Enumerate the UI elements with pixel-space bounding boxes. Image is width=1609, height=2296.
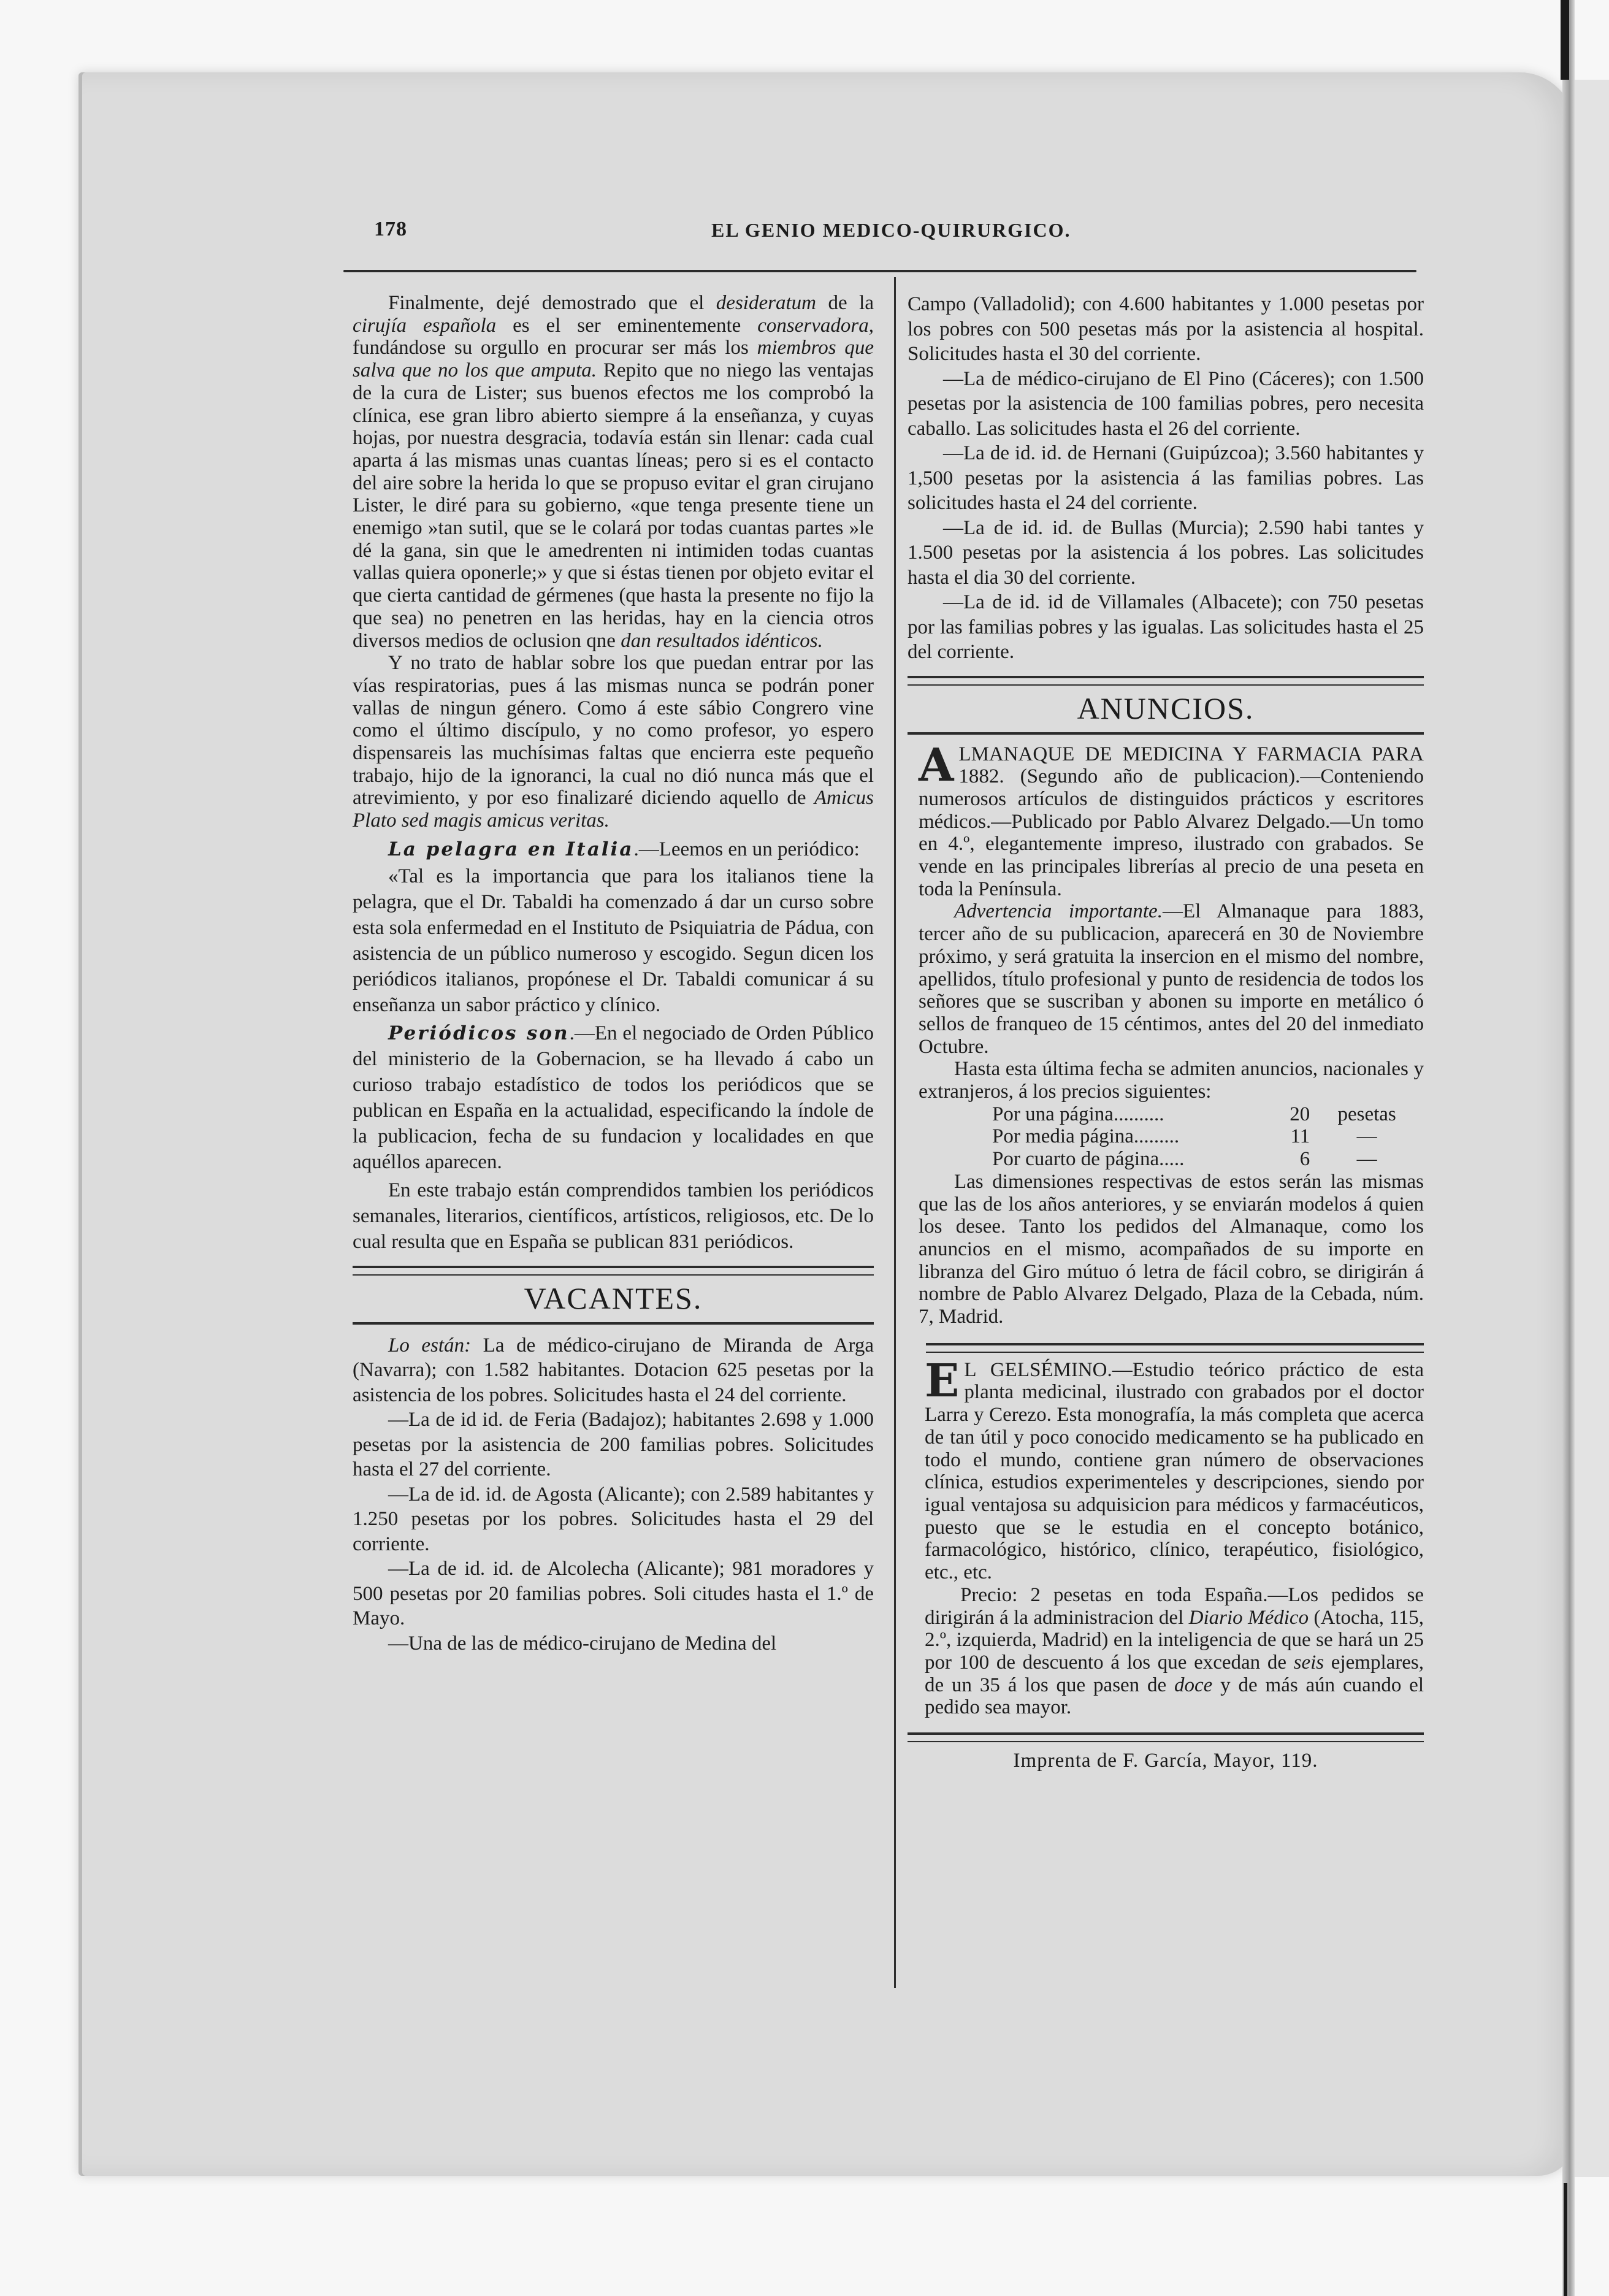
text: La de médico-cirujano de Miranda de Arga (Navarra); con 1.582 habitantes. Dotacion 625 pesetas por la asistencia de los pobres. Solicitudes hasta el 24 del corriente. bbox=[353, 1334, 874, 1406]
price-value: 20 bbox=[1290, 1103, 1310, 1125]
facing-page-edge bbox=[1575, 80, 1609, 2177]
italic-text: doce bbox=[1174, 1674, 1213, 1696]
price-unit: — bbox=[1356, 1148, 1377, 1171]
article-pelagra-quote bbox=[353, 863, 874, 1018]
text: Precio: 2 pesetas en toda España.—Los pedidos se dirigirán á la administracion del bbox=[925, 1583, 1424, 1629]
ad-dimensiones bbox=[919, 1171, 1424, 1328]
text: Y no trato de hablar sobre los que puedan entrar por las vías respiratorias, pues á las mismas nunca se podrán poner vallas de ningun género. Como á este sábio Congrero vine como el último discípulo, y no como profesor, yo espero dispensareis las muchísimas faltas que encierra este pequeño trabajo, hijo de la ignoranci, la cual no dió nunca más que el atrevimiento, y por eso finalizaré diciendo aquello de bbox=[353, 652, 874, 809]
text: , fundándose su orgullo en procurar ser más los bbox=[353, 314, 874, 359]
price-unit: pesetas bbox=[1337, 1103, 1396, 1125]
section-divider bbox=[353, 1322, 874, 1325]
imprint: Imprenta de F. García, Mayor, 119. bbox=[1013, 1750, 1318, 1772]
price-table bbox=[992, 1103, 1424, 1171]
vacante-item bbox=[908, 441, 1424, 516]
article-finalmente bbox=[353, 292, 874, 652]
italic-text: conservadora bbox=[757, 314, 869, 337]
vacante-item bbox=[908, 516, 1424, 591]
price-row bbox=[992, 1148, 1424, 1171]
text: (Atocha, 115, 2.º, izquierda, Madrid) en la inteligencia de que se hará un 25 por 100 de descuento á los que excedan de bbox=[925, 1606, 1424, 1674]
book-spine bbox=[1562, 0, 1575, 2296]
text: —La de médico-cirujano de El Pino (Cáceres); con 1.500 pesetas por la asistencia de 100 familias pobres, pero necesita caballo. Las solicitudes hasta el 26 del corriente. bbox=[908, 367, 1424, 440]
vacante-item bbox=[353, 1333, 874, 1408]
ad-almanaque-body bbox=[919, 738, 1424, 901]
price-label: Por cuarto de página..... bbox=[992, 1148, 1185, 1171]
italic-text: dan resultados idénticos. bbox=[621, 629, 823, 652]
ad-gelsemino-body bbox=[925, 1354, 1424, 1584]
text: ejemplares, de un 35 á los que pasen de bbox=[925, 1651, 1424, 1696]
text: —La de id. id. de Bullas (Murcia); 2.590 habi tantes y 1.500 pesetas por la asistencia á los pobres. Las solicitudes hasta el dia 30 del corriente. bbox=[908, 516, 1424, 589]
drop-cap: A bbox=[919, 738, 954, 792]
text: —La de id id. de Feria (Badajoz); habitantes 2.698 y 1.000 pesetas por la asistencia de 200 familias pobres. Solicitudes hasta el 27 del corriente. bbox=[353, 1409, 874, 1481]
ad-advertencia bbox=[919, 900, 1424, 1058]
article-periodicos-2 bbox=[353, 1177, 874, 1255]
text: En este trabajo están comprendidos tambien los periódicos semanales, literarios, científicos, artísticos, religiosos, etc. De lo cual resulta que en España se publican 831 periódicos. bbox=[353, 1179, 874, 1253]
ad-gelsemino-precio bbox=[925, 1584, 1424, 1719]
price-row bbox=[992, 1125, 1424, 1148]
text: —El Almanaque para 1883, tercer año de su publicacion, aparecerá en 30 de Noviembre próximo, y será gratuita la insercion en el mismo del nombre, apellidos, título profesional y punto de residencia de todos los señores que se suscriban y abonen su importe en metálico ó sellos de franqueo de 15 céntimos, antes del 20 del inmediato Octubre. bbox=[919, 900, 1424, 1058]
text: —La de id. id. de Agosta (Alicante); con 2.589 habitantes y 1.250 pesetas por los pobres. Solicitudes hasta el 29 del corriente. bbox=[353, 1483, 874, 1555]
price-value: 6 bbox=[1299, 1148, 1310, 1171]
italic-text: cirujía española bbox=[353, 314, 497, 337]
price-label: Por una página.......... bbox=[992, 1103, 1164, 1125]
vacantes-list bbox=[353, 1333, 874, 1656]
vacante-item bbox=[353, 1631, 874, 1656]
article-periodicos bbox=[353, 1020, 874, 1175]
ad-divider bbox=[926, 1343, 1424, 1353]
binding-shadow bbox=[1561, 0, 1569, 80]
vacante-item bbox=[908, 292, 1424, 367]
right-column bbox=[908, 292, 1424, 1772]
price-row bbox=[992, 1103, 1424, 1126]
vacantes-continued bbox=[908, 292, 1424, 665]
section-divider bbox=[908, 676, 1424, 686]
binding-shadow-bottom bbox=[1564, 2183, 1567, 2296]
italic-text: Advertencia importante. bbox=[954, 900, 1163, 923]
text: «Tal es la importancia que para los italianos tiene la pelagra, que el Dr. Tabaldi ha comenzado á dar un curso sobre esta sola enfermedad en el Instituto de Psiquiatria de Pádua, con asistencia de un público numeroso y escogido. Segun dicen los periódicos italianos, propónese el Dr. Tabaldi comunicar á su enseñanza un sabor práctico y clínico. bbox=[353, 865, 874, 1016]
text: .—En el negociado de Orden Público del ministerio de la Gobernacion, se ha llevado á cabo un curioso trabajo estadístico de todos los periódicos que se publican en España en la actualidad, especificando la índole de la publicacion, fecha de su fundacion y localidades en que aquéllos aparecen. bbox=[353, 1022, 874, 1173]
intro-label: Lo están: bbox=[388, 1334, 472, 1357]
text: LMANAQUE DE MEDICINA Y FARMACIA PARA 1882. (Segundo año de publicacion).—Conteniendo numerosos artículos de distinguidos prácticos y escritores médicos.—Publicado por Pablo Alvarez Delgado.—Un tomo en 4.º, elegantemente impreso, ilustrado con grabados. Se vende en las principales librerías al precio de una peseta en toda la Península. bbox=[919, 743, 1424, 900]
vacante-item bbox=[908, 590, 1424, 665]
article-pelagra bbox=[353, 838, 874, 861]
vacante-item bbox=[353, 1556, 874, 1631]
ad-gelsemino bbox=[908, 1354, 1424, 1719]
footer-divider bbox=[908, 1732, 1424, 1742]
text: es el ser eminentemente bbox=[496, 314, 758, 337]
italic-text: miembros que salva que no los que amputa. bbox=[353, 337, 874, 382]
ad-almanaque bbox=[908, 738, 1424, 1328]
text: y de más aún cuando el pedido sea mayor. bbox=[925, 1674, 1424, 1719]
text: de la bbox=[816, 292, 874, 314]
text: —La de id. id de Villamales (Albacete); con 750 pesetas por las familias pobres y las igualas. Las solicitudes hasta el 25 del corriente. bbox=[908, 591, 1424, 663]
italic-text: Amicus Plato sed magis amicus veritas. bbox=[353, 787, 874, 832]
article-heading: La pelagra en Italia bbox=[388, 838, 634, 860]
text: .—Leemos en un periódico: bbox=[633, 838, 860, 860]
italic-text: Diario Médico bbox=[1188, 1606, 1309, 1629]
text: Campo (Valladolid); con 4.600 habitantes y 1.000 pesetas por los pobres con 500 pesetas más por la asistencia al hospital. Solicitudes hasta el 30 del corriente. bbox=[908, 293, 1424, 365]
price-value: 11 bbox=[1290, 1125, 1310, 1148]
drop-cap: E bbox=[925, 1354, 960, 1407]
text: Las dimensiones respectivas de estos serán las mismas que las de los años anteriores, y se enviarán modelos á quien los desee. Tanto los pedidos del Almanaque, como los anuncios en el mismo, acompañados de su importe en libranza del Giro mútuo ó letra de fácil cobro, se dirigirán á nombre de Pablo Alvarez Delgado, Plaza de la Cebada, núm. 7, Madrid. bbox=[919, 1170, 1424, 1328]
left-column bbox=[353, 292, 874, 1656]
section-divider bbox=[908, 732, 1424, 735]
section-title-vacantes: VACANTES. bbox=[524, 1280, 703, 1315]
text: —La de id. id. de Alcolecha (Alicante); 981 moradores y 500 pesetas por 20 familias pobres. Soli citudes hasta el 1.º de Mayo. bbox=[353, 1558, 874, 1630]
vacante-item bbox=[353, 1407, 874, 1482]
header-rule bbox=[343, 270, 1416, 272]
text: —La de id. id. de Hernani (Guipúzcoa); 3.560 habitantes y 1,500 pesetas por la asistencia á las familias pobres. Las solicitudes hasta el 24 del corriente. bbox=[908, 442, 1424, 514]
text: Hasta esta última fecha se admiten anuncios, nacionales y extranjeros, á los precios siguientes: bbox=[919, 1058, 1424, 1103]
ad-precios-intro bbox=[919, 1058, 1424, 1103]
article-heading: Periódicos son bbox=[388, 1022, 570, 1044]
text: L GELSÉMINO.—Estudio teórico práctico de esta planta medicinal, ilustrado con grabados por el doctor Larra y Cerezo. Esta monografía, la más completa que acerca de tan útil y poco conocido medicamento se ha publicado en todo el mundo, contiene gran número de observaciones clínica, estudios experimenteles y descripciones, siendo por igual ventajosa su adquisicion para médicos y farmacéuticos, puesto que se le estudia en el concepto botánico, farmacológico, histórico, clínico, terapéutico, fisiológico, etc., etc. bbox=[925, 1358, 1424, 1584]
italic-text: seis bbox=[1293, 1651, 1324, 1674]
vacante-item bbox=[353, 1482, 874, 1557]
column-divider bbox=[894, 277, 896, 1988]
running-head bbox=[343, 218, 1429, 248]
article-y-no-trato bbox=[353, 652, 874, 832]
text: Repito que no niego las ventajas de la cura de Lister; sus buenos efectos me los comprobó la clínica, ese gran libro abierto siempre á la enseñanza, y cuyas hojas, por nuestra desgracia, todavía están sin llenar: cada cual aparta á las mismas unas cuantas líneas; pero si es el contacto del aire sobre la herida lo que se propuso evitar el gran cirujano Lister, le diré para su gobierno, «que tenga presente tiene un enemigo »tan sutil, que se le colará por todas cuantas partes »le dé la gana, sin que le amedrenten ni intimiden todas cuantas vallas quiera oponerle;» y que si éstas tienen por objeto evitar el que cierta cantidad de gérmenes (que hasta la presente no fijo la que sea) no penetren en las heridas, hay en la ciencia otros diversos medios de oclusion qne bbox=[353, 359, 874, 652]
text: Finalmente, dejé demostrado que el bbox=[388, 292, 716, 314]
section-divider bbox=[353, 1266, 874, 1276]
price-label: Por media página......... bbox=[992, 1125, 1180, 1148]
page-number: 178 bbox=[374, 218, 407, 240]
text: —Una de las de médico-cirujano de Medina del bbox=[388, 1632, 777, 1655]
italic-text: desideratum bbox=[716, 292, 816, 314]
vacante-item bbox=[908, 367, 1424, 442]
section-title-anuncios: ANUNCIOS. bbox=[1077, 691, 1255, 725]
price-unit: — bbox=[1356, 1125, 1377, 1148]
journal-title: EL GENIO MEDICO-QUIRURGICO. bbox=[711, 219, 1071, 241]
